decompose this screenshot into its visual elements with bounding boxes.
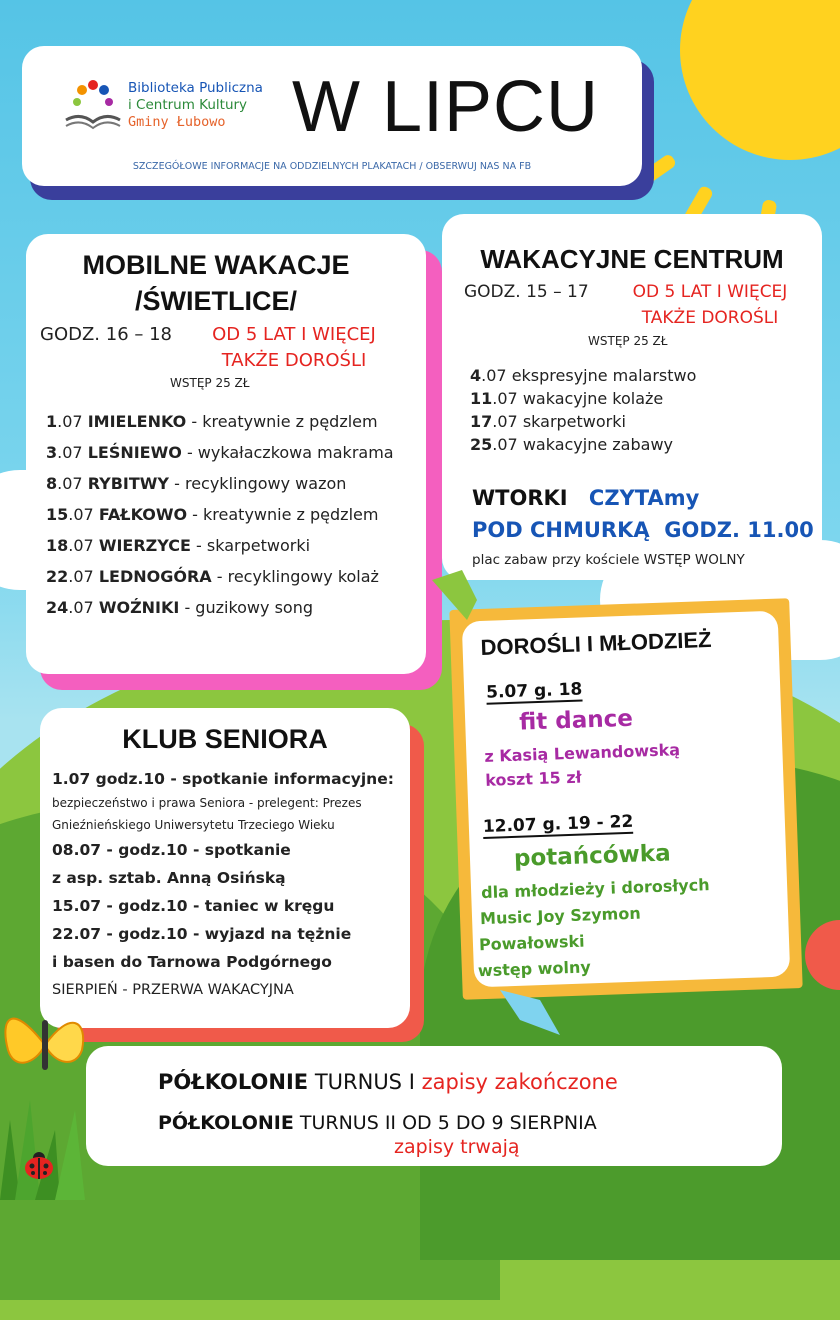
grass-icon <box>0 1080 90 1200</box>
event1-name: fit dance <box>518 705 634 736</box>
list-item: 3.07 LEŚNIEWO - wykałaczkowa makrama <box>46 443 394 462</box>
klub-line: bezpieczeństwo i prawa Seniora - prelegent: Prezes <box>52 796 362 810</box>
polkolonie-line1 <box>158 1070 618 1094</box>
mobilne-title-line2: /ŚWIETLICE/ <box>135 286 297 316</box>
klub-line: Gnieźnieńskiego Uniwersytetu Trzeciego Wieku <box>52 818 335 832</box>
klub-line: 1.07 godz.10 - spotkanie informacyjne: <box>52 770 394 788</box>
mobilne-card <box>26 234 426 674</box>
mobilne-fee: WSTĘP 25 ZŁ <box>170 376 250 390</box>
wakacyjne-age-line1: OD 5 LAT I WIĘCEJ <box>632 282 788 302</box>
list-item: 4.07 ekspresyjne malarstwo <box>470 366 697 385</box>
ribbon-icon <box>432 570 492 620</box>
list-item: 8.07 RYBITWY - recyklingowy wazon <box>46 474 347 493</box>
klub-card <box>40 708 410 1028</box>
wakacyjne-title: WAKACYJNE CENTRUM <box>480 244 784 274</box>
klub-line: SIERPIEŃ - PRZERWA WAKACYJNA <box>52 982 294 998</box>
list-item: 18.07 WIERZYCE - skarpetworki <box>46 536 311 555</box>
event1-line1: z Kasią Lewandowską <box>484 740 681 766</box>
ball-icon <box>800 920 840 990</box>
event2-line4: wstęp wolny <box>477 957 592 981</box>
logo-line-1: Biblioteka Publiczna <box>128 80 263 96</box>
mobilne-age-line2: TAKŻE DOROŚLI <box>221 350 367 371</box>
czytamy-label: CZYTAmy <box>588 486 700 510</box>
wakacyjne-age-line2: TAKŻE DOROŚLI <box>641 308 779 328</box>
event2-name: potańcówka <box>513 840 672 872</box>
ribbon-icon <box>500 990 560 1040</box>
wakacyjne-hours: GODZ. 15 – 17 <box>464 282 589 302</box>
polkolonie-line2 <box>158 1112 597 1134</box>
logo-line-2: i Centrum Kultury <box>128 97 248 113</box>
pod-chmurka-label: POD CHMURKĄ GODZ. 11.00 <box>472 518 814 542</box>
mobilne-age-line1: OD 5 LAT I WIĘCEJ <box>212 324 376 345</box>
klub-line: 08.07 - godz.10 - spotkanie <box>52 841 291 859</box>
wakacyjne-fee: WSTĘP 25 ZŁ <box>588 334 668 348</box>
wakacyjne-card <box>442 214 822 580</box>
library-logo-icon <box>62 76 124 132</box>
wtorki-place: plac zabaw przy kościele WSTĘP WOLNY <box>472 552 745 568</box>
mobilne-list <box>46 406 394 623</box>
list-item: 22.07 LEDNOGÓRA - recyklingowy kolaż <box>46 567 379 586</box>
klub-line: 22.07 - godz.10 - wyjazd na tężnie <box>52 925 352 943</box>
klub-line: z asp. sztab. Anną Osińską <box>52 869 286 887</box>
page-title: W LIPCU <box>292 67 600 147</box>
event1-line2: koszt 15 zł <box>484 767 582 790</box>
event2-line3: Powałowski <box>478 931 585 955</box>
polkolonie-label: PÓŁKOLONIE <box>158 1070 309 1094</box>
list-item: 25.07 wakacyjne zabawy <box>470 435 673 454</box>
dorosli-title: DOROŚLI I MŁODZIEŻ <box>480 626 712 660</box>
mobilne-title-line1: MOBILNE WAKACJE <box>82 250 350 280</box>
logo-text <box>128 80 263 131</box>
header-card <box>22 46 642 186</box>
klub-line: 15.07 - godz.10 - taniec w kręgu <box>52 897 335 915</box>
ladybug-icon <box>22 1150 56 1180</box>
status1: zapisy zakończone <box>421 1070 618 1094</box>
polkolonie-card <box>86 1046 782 1166</box>
wtorki-line <box>472 486 699 510</box>
event2-line1: dla młodzieży i dorosłych <box>480 875 710 903</box>
dorosli-card <box>462 611 791 988</box>
wakacyjne-list <box>470 364 696 456</box>
klub-content <box>52 766 408 1004</box>
page-subtitle: SZCZEGÓŁOWE INFORMACJE NA ODDZIELNYCH PLAKATACH / OBSERWUJ NAS NA FB <box>132 161 532 172</box>
turnus1: TURNUS I <box>308 1070 422 1094</box>
event2-line2: Music Joy Szymon <box>479 903 641 929</box>
list-item: 15.07 FAŁKOWO - kreatywnie z pędzlem <box>46 505 379 524</box>
list-item: 11.07 wakacyjne kolaże <box>470 389 664 408</box>
event1-date: 5.07 g. 18 <box>485 679 583 703</box>
list-item: 1.07 IMIELENKO - kreatywnie z pędzlem <box>46 412 378 431</box>
klub-line: i basen do Tarnowa Podgórnego <box>52 953 332 971</box>
list-item: 17.07 skarpetworki <box>470 412 626 431</box>
event2-date: 12.07 g. 19 - 22 <box>482 811 634 838</box>
polkolonie-label: PÓŁKOLONIE <box>158 1112 294 1134</box>
turnus2: TURNUS II OD 5 DO 9 SIERPNIA <box>293 1112 597 1134</box>
mobilne-hours: GODZ. 16 – 18 <box>40 324 173 345</box>
wtorki-label: WTORKI <box>472 486 568 510</box>
klub-title: KLUB SENIORA <box>122 724 328 754</box>
status2: zapisy trwają <box>394 1136 520 1158</box>
list-item: 24.07 WOŹNIKI - guzikowy song <box>46 598 313 617</box>
dorosli-card-wrap <box>449 598 802 1000</box>
logo-line-3: Gminy Łubowo <box>128 114 226 130</box>
